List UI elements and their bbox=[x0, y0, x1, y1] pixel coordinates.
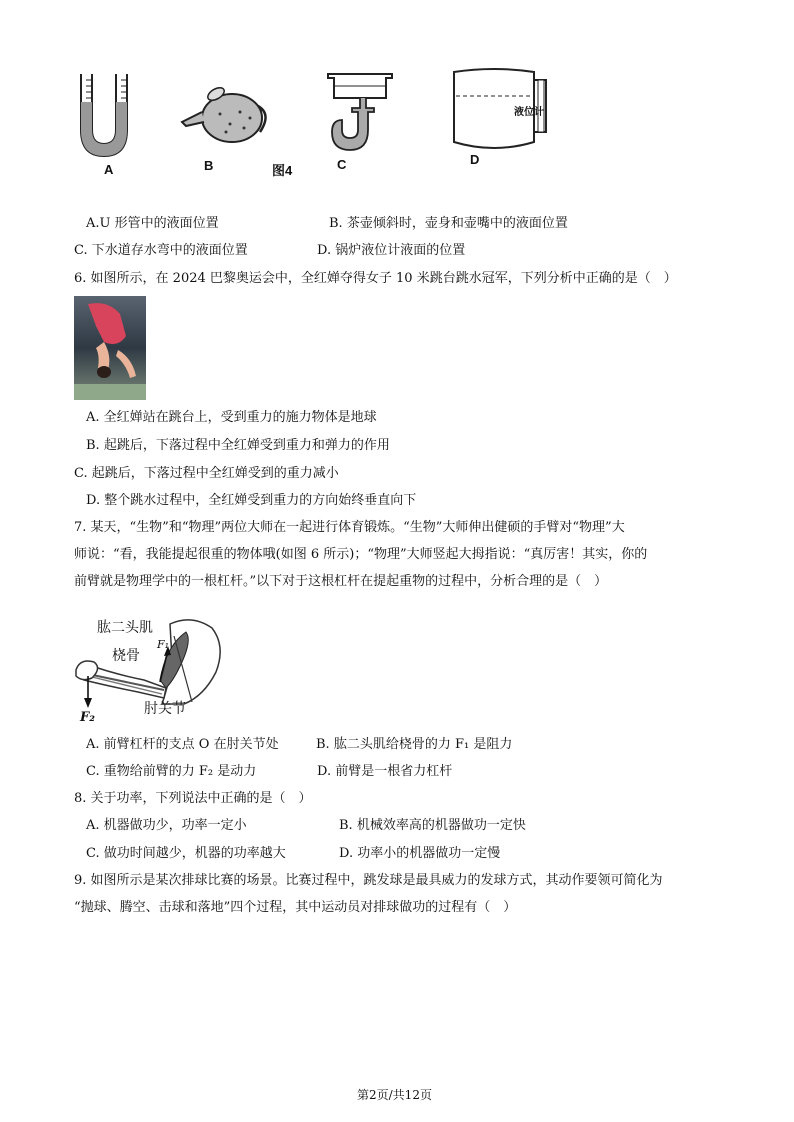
figure-4-label-a: A bbox=[104, 162, 114, 177]
elbow-label: 肘关节 bbox=[144, 700, 186, 716]
q8-option-c: C. 做功时间越少，机器的功率越大 bbox=[86, 846, 286, 861]
q5-option-d: D. 锅炉液位计液面的位置 bbox=[317, 243, 466, 258]
q6-option-a: A. 全红婵站在跳台上，受到重力的施力物体是地球 bbox=[86, 410, 377, 425]
q5-option-c: C. 下水道存水弯中的液面位置 bbox=[74, 243, 248, 258]
q8-option-b: B. 机械效率高的机器做功一定快 bbox=[339, 818, 526, 833]
figure-4-label-b: B bbox=[204, 158, 214, 173]
q6-option-d: D. 整个跳水过程中，全红婵受到重力的方向始终垂直向下 bbox=[86, 493, 417, 508]
q7-stem-line-3: 前臂就是物理学中的一根杠杆。”以下对于这根杠杆在提起重物的过程中，分析合理的是（ ） bbox=[74, 574, 608, 589]
figure-4-label-d: D bbox=[470, 152, 480, 167]
q9-stem-line-2: “抛球、腾空、击球和落地”四个过程，其中运动员对排球做功的过程有（ ） bbox=[74, 900, 517, 915]
gauge-label: 液位计 bbox=[514, 107, 544, 118]
q6-stem: 6. 如图所示，在 2024 巴黎奥运会中，全红婵夺得女子 10 米跳台跳水冠军，下列分析中正确的是（ ） bbox=[74, 271, 677, 286]
q7-option-b: B. 肱二头肌给桡骨的力 F₁ 是阻力 bbox=[316, 737, 513, 752]
q5-option-a: A.U 形管中的液面位置 bbox=[86, 216, 219, 231]
figure-4-caption: 图4 bbox=[272, 163, 293, 178]
q6-option-b: B. 起跳后，下落过程中全红婵受到重力和弹力的作用 bbox=[86, 438, 390, 453]
q8-option-a: A. 机器做功少，功率一定小 bbox=[86, 818, 247, 833]
q6-option-c: C. 起跳后，下落过程中全红婵受到的重力减小 bbox=[74, 466, 339, 481]
page-number: 第2页/共12页 bbox=[357, 1088, 432, 1102]
u-tube-illustration bbox=[75, 72, 135, 162]
q7-stem-line-2: 师说：“看，我能提起很重的物体哦(如图 6 所示)；“物理”大师竖起大拇指说：“真厉害！其实，你的 bbox=[74, 547, 648, 562]
diver-photo bbox=[74, 296, 146, 400]
q8-option-d: D. 功率小的机器做功一定慢 bbox=[339, 846, 501, 861]
f1-label: F₁ bbox=[157, 638, 170, 651]
q7-option-a: A. 前臂杠杆的支点 O 在肘关节处 bbox=[86, 737, 279, 752]
f2-label: F₂ bbox=[80, 710, 95, 725]
q7-option-c: C. 重物给前臂的力 F₂ 是动力 bbox=[86, 764, 257, 779]
figure-4-label-c: C bbox=[337, 157, 347, 172]
q9-stem-line-1: 9. 如图所示是某次排球比赛的场景。比赛过程中，跳发球是最具威力的发球方式，其动作要领可简化为 bbox=[74, 873, 663, 888]
q5-option-b: B. 茶壶倾斜时，壶身和壶嘴中的液面位置 bbox=[329, 216, 568, 231]
teapot-illustration bbox=[180, 78, 270, 153]
radius-label: 桡骨 bbox=[112, 647, 140, 663]
biceps-label: 肱二头肌 bbox=[97, 619, 153, 635]
q7-stem-line-1: 7. 某天，“生物”和“物理”两位大师在一起进行体育锻炼。“生物”大师伸出健硕的手臂对“物理”大 bbox=[74, 520, 625, 535]
q8-stem: 8. 关于功率，下列说法中正确的是（ ） bbox=[74, 791, 312, 806]
sink-trap-illustration bbox=[326, 72, 396, 162]
q7-option-d: D. 前臂是一根省力杠杆 bbox=[317, 764, 453, 779]
